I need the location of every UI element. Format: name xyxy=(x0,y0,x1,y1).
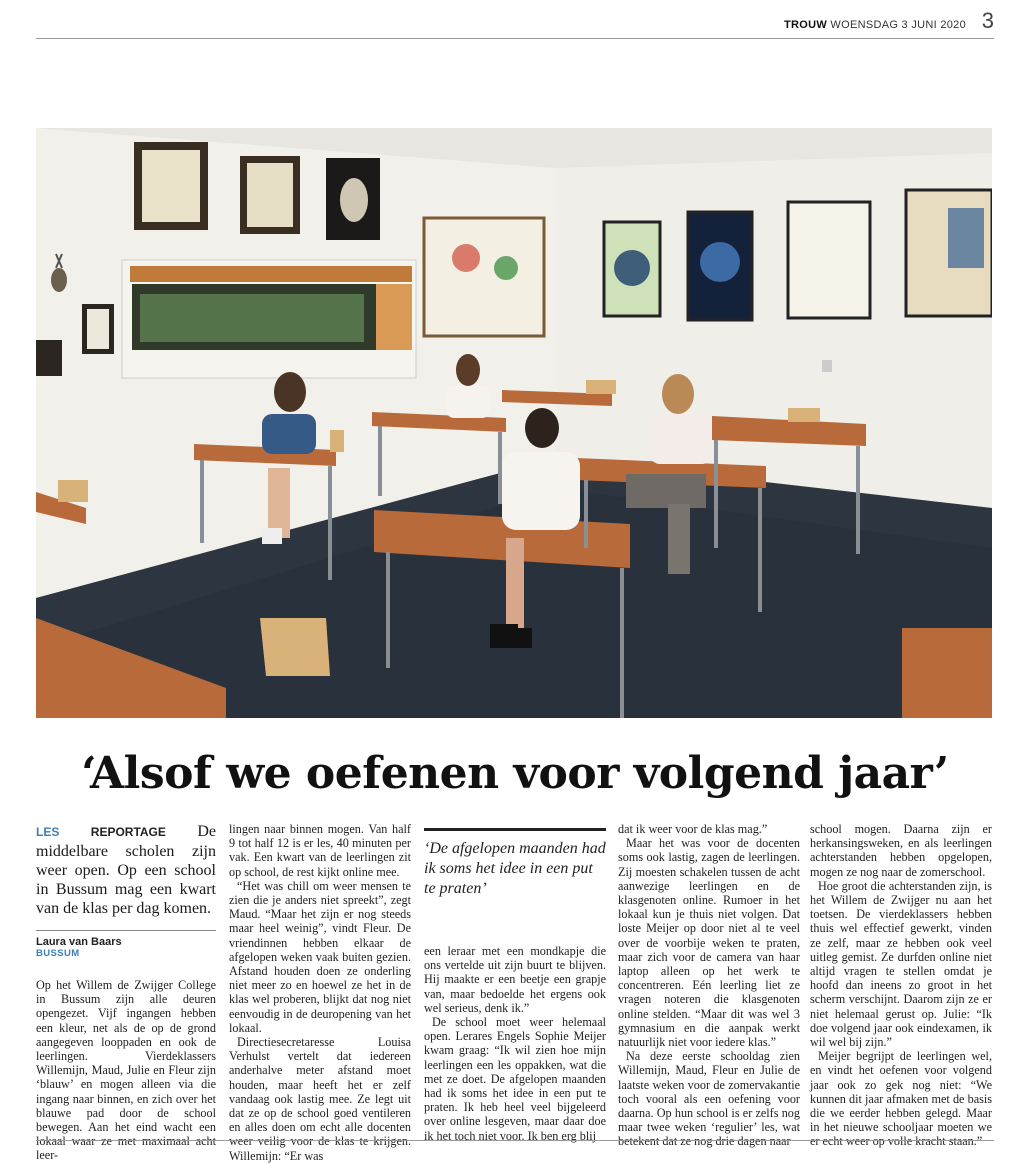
kicker-text: De middelbare scholen zijn weer open. Op een school in Bussum mag een kwart van de klas per dag komen. xyxy=(36,823,216,917)
paragraph: Op het Willem de Zwijger College in Bussum zijn alle deuren opengezet. Vijf ingangen hebben een kleur, net als de op de grond aangegeven looppaden en ook de leerlingen. Vierdeklassers Willemijn, Maud, Julie en Fleur zijn ‘blauw’ en mogen alleen via die ingang naar binnen, en zich over het blauwe pad door de school bewegen. Aan het eind wacht een lokaal waar ze met maximaal acht leer- xyxy=(36,978,216,1163)
headline: ‘Alsof we oefenen voor volgend jaar’ xyxy=(81,748,949,799)
column-2 xyxy=(229,822,411,1163)
paragraph: school mogen. Daarna zijn er herkansingsweken, en als leerlingen achterstanden hebben opgelopen, mogen ze nog naar de zomerschool. xyxy=(810,822,992,879)
column-1-body xyxy=(36,978,216,1163)
paragraph: Na deze eerste schooldag zien Willemijn, Maud, Fleur en Julie de laatste weken voor de zomervakantie toch vooral als een oefening voor daarna. Op hun school is er zelfs nog maar twee weken ‘regulier’ les, wat betekent dat ze nog drie dagen naar xyxy=(618,1049,800,1149)
byline xyxy=(36,930,216,959)
column-3 xyxy=(424,944,606,1143)
column-1 xyxy=(36,822,216,918)
classroom-illustration xyxy=(36,128,992,718)
page-header xyxy=(36,8,994,39)
paragraph: lingen naar binnen mogen. Van half 9 tot half 12 is er les, 40 minuten per vak. Een kwart van de leerlingen zit op school, de rest kijkt online mee. xyxy=(229,822,411,879)
kicker xyxy=(36,822,216,918)
paragraph: Maar het was voor de docenten soms ook lastig, zagen de leerlingen. Zij moesten schakelen tussen de acht aanwezige leerlingen en de klasgenoten online. Rumoer in het lokaal kun je thuis niet volgen. Dat loste Meijer op door niet al te veel over de voorbije weken te praten, maar zich voor de camera van haar laptop alleen op het werk te concentreren. Eén leerling liet ze vragen noteren die klasgenoten online stelden. “Maar dit was wel 3 gymnasium en die aanpak werkt natuurlijk niet voor iedere klas.” xyxy=(618,836,800,1050)
paragraph: dat ik weer voor de klas mag.” xyxy=(618,822,768,836)
paragraph: Hoe groot die achterstanden zijn, is het Willem de Zwijger nu aan het toetsen. De vierdeklassers hebben thuis wel effectief gewerkt, vinden ze zelf, maar ze hebben ook veel uitleg gemist. Ze durfden online niet altijd vragen te stellen omdat je hoofd dan ineens zo groot in het scherm verschijnt. Daarom zijn ze er niet helemaal gerust op. Julie: “Ik doe volgend jaar ook eindexamen, ik wil wel bij zijn.” xyxy=(810,878,992,1050)
paper-name: TROUW xyxy=(784,19,828,31)
pull-quote: ‘De afgelopen maanden had ik soms het idee in een put te praten’ xyxy=(424,828,606,899)
masthead xyxy=(784,19,966,31)
paragraph: “Het was chill om weer mensen te zien die je anders niet spreekt”, zegt Maud. “Maar het zijn er nog steeds maar heel weinig”, vindt Fleur. De vriendinnen hebben elkaar de afgelopen weken vaak buiten gezien. Afstand houden doen ze onderling niet meer zo en hoewel ze het in de klas wel proberen, blijkt dat nog niet eenvoudig in de deuropening van het lokaal. xyxy=(229,878,411,1035)
dateline-place: BUSSUM xyxy=(36,948,80,959)
page-number: 3 xyxy=(981,8,994,33)
paragraph: een leraar met een mondkapje die ons vertelde uit zijn buurt te blijven. Hij maakte er een beetje een grapje van, maar bedoelde het ergens ook wel serieus, denk ik.” xyxy=(424,944,606,1015)
kicker-section: REPORTAGE xyxy=(90,825,166,839)
paragraph: Meijer begrijpt de leerlingen wel, en vindt het oefenen voor volgend jaar ook zo gek nog niet: “We kunnen dit jaar afmaken met de basis die we eerder hebben gelegd. Maar in het nieuwe schooljaar moeten we er echt weer op volle kracht staan.” xyxy=(810,1049,992,1149)
column-5 xyxy=(810,822,992,1149)
paragraph: De school moet weer helemaal open. Lerares Engels Sophie Meijer kwam graag: “Ik wil zien hoe mijn leerlingen een les oppakken, wat die met ze doet. De afgelopen maanden had ik soms het idee in een put te praten. Ik heb heel veel bijgeleerd over online lesgeven, maar daar doe ik het toch niet voor. Ik ben erg blij xyxy=(424,1015,606,1143)
kicker-label: LES xyxy=(36,825,60,839)
column-4 xyxy=(618,822,800,1149)
author: Laura van Baars xyxy=(36,936,122,948)
issue-date: WOENSDAG 3 JUNI 2020 xyxy=(830,19,966,31)
classroom-photo xyxy=(36,128,992,718)
paragraph: Directiesecretaresse Louisa Verhulst vertelt dat iedereen anderhalve meter afstand moet houden, maar heeft het er zelf vandaag ook lastig mee. Ze legt uit dat ze op de school goed ventileren en alles doen om echt alle docenten weer veilig voor de klas te krijgen. Willemijn: “Er was xyxy=(229,1035,411,1163)
bottom-rule xyxy=(36,1140,994,1141)
